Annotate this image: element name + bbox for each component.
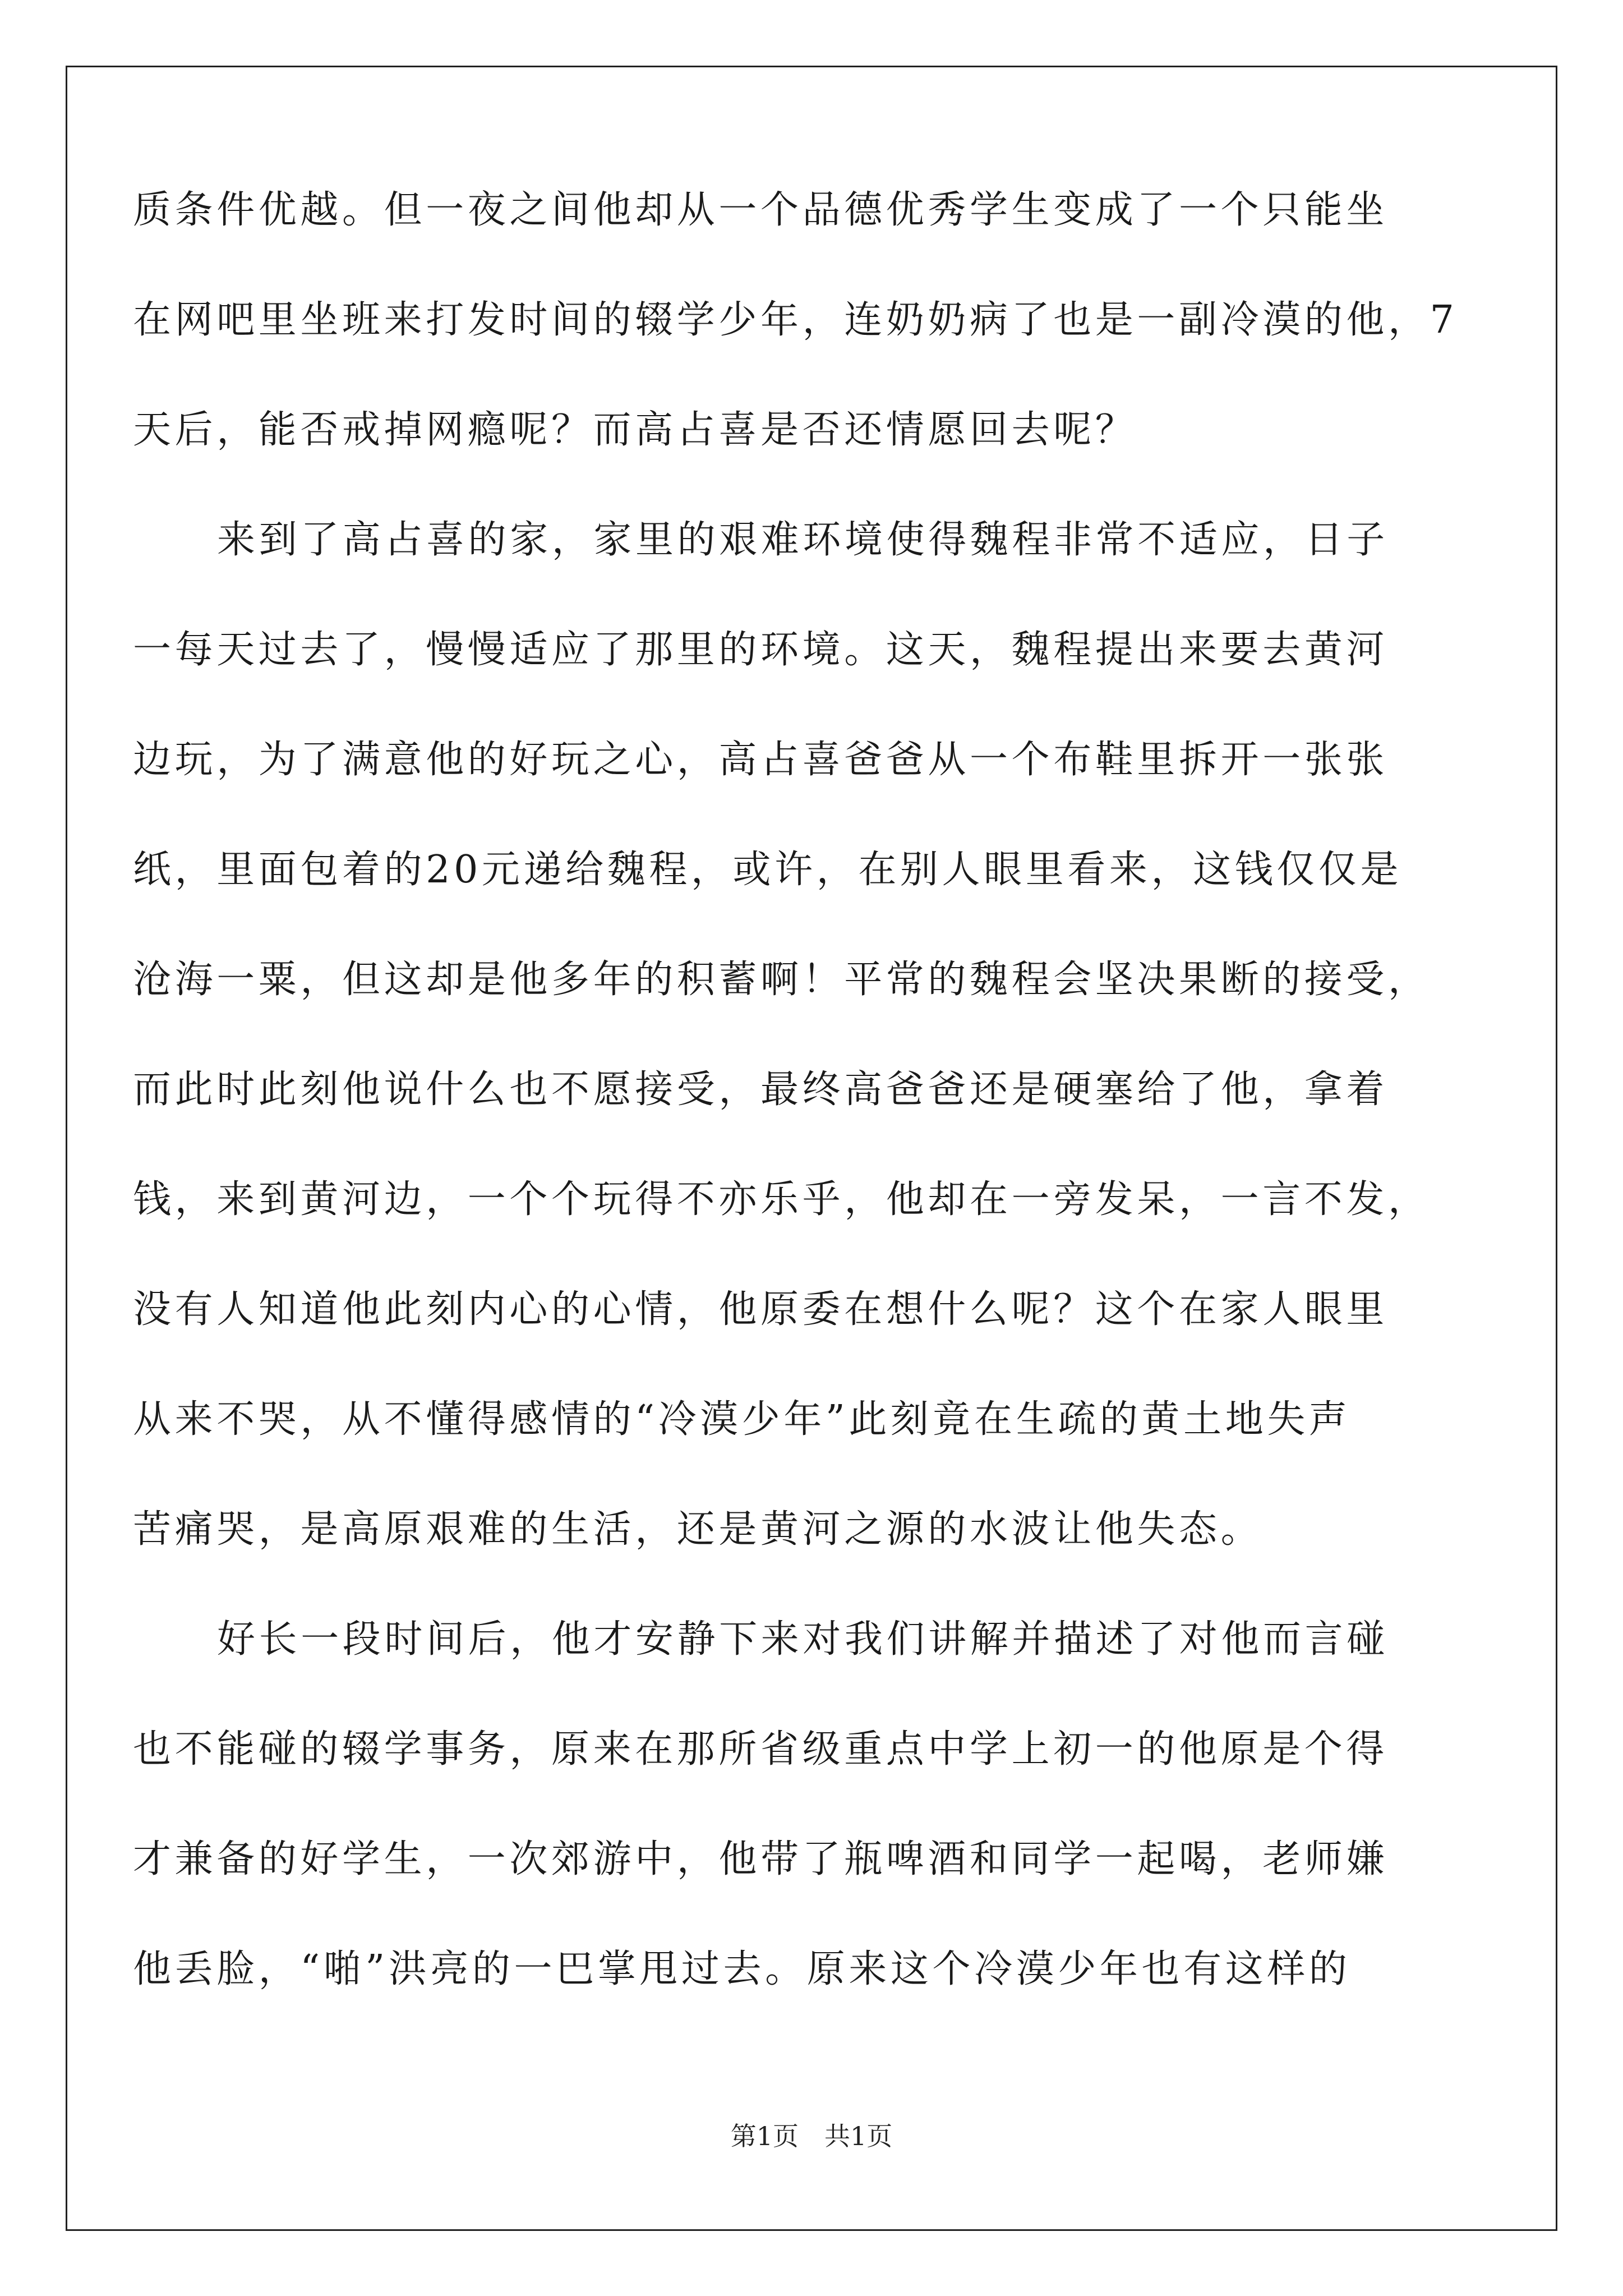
text-line: 没有人知道他此刻内心的心情，他原委在想什么呢？这个在家人眼里: [133, 1287, 1389, 1332]
text-line: 而此时此刻他说什么也不愿接受，最终高爸爸还是硬塞给了他，拿着: [133, 1068, 1389, 1112]
text-line: 也不能碰的辍学事务，原来在那所省级重点中学上初一的他原是个得: [133, 1727, 1389, 1772]
text-line: 沧海一粟，但这却是他多年的积蓄啊！平常的魏程会坚决果断的接受，: [133, 958, 1430, 1002]
text-line: 他丢脸，“啪”洪亮的一巴掌甩过去。原来这个冷漠少年也有这样的: [133, 1947, 1351, 1991]
text-line: 纸，里面包着的20元递给魏程，或许，在别人眼里看来，这钱仅仅是: [133, 848, 1403, 892]
text-line: 才兼备的好学生，一次郊游中，他带了瓶啤酒和同学一起喝，老师嫌: [133, 1837, 1389, 1881]
text-line: 从来不哭，从不懂得感情的“冷漠少年”此刻竟在生疏的黄土地失声: [133, 1397, 1351, 1442]
paragraph-start-line: 来到了高占喜的家，家里的艰难环境使得魏程非常不适应，日子: [217, 518, 1389, 562]
page-footer: 第1页 共1页: [730, 2121, 893, 2151]
text-line: 一每天过去了，慢慢适应了那里的环境。这天，魏程提出来要去黄河: [133, 628, 1389, 672]
paragraph-start-line: 好长一段时间后，他才安静下来对我们讲解并描述了对他而言碰: [217, 1617, 1389, 1662]
text-line: 质条件优越。但一夜之间他却从一个品德优秀学生变成了一个只能坐: [133, 188, 1389, 232]
text-line: 边玩，为了满意他的好玩之心，高占喜爸爸从一个布鞋里拆开一张张: [133, 738, 1389, 782]
text-line: 天后，能否戒掉网瘾呢？而高占喜是否还情愿回去呢？: [133, 408, 1137, 452]
text-line: 在网吧里坐班来打发时间的辍学少年，连奶奶病了也是一副冷漠的他，7: [133, 298, 1458, 342]
text-line: 钱，来到黄河边，一个个玩得不亦乐乎，他却在一旁发呆，一言不发，: [133, 1177, 1430, 1222]
text-line: 苦痛哭，是高原艰难的生活，还是黄河之源的水波让他失态。: [133, 1507, 1263, 1552]
